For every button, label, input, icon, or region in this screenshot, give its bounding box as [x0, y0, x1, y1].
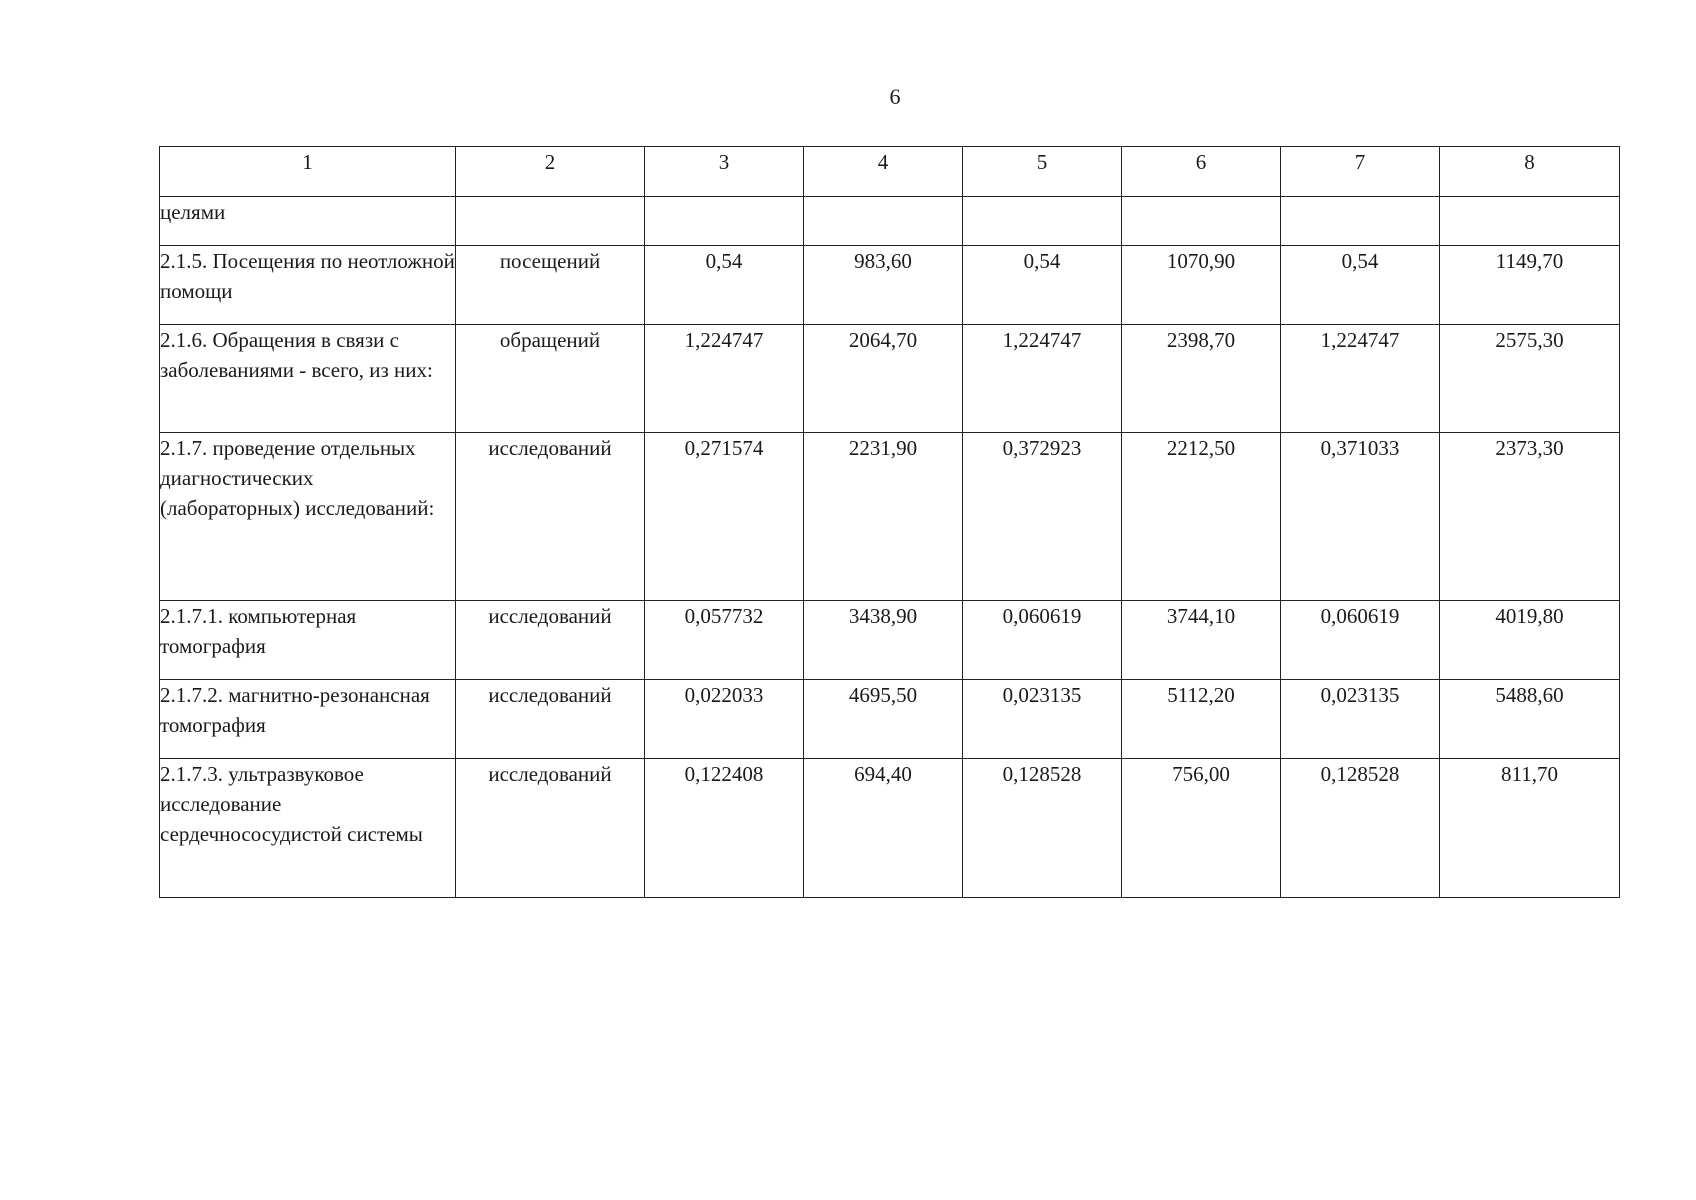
header-col-3: 3: [645, 147, 804, 197]
cell-col-3: [645, 197, 804, 246]
cell-col-5: 0,023135: [963, 680, 1122, 759]
cell-col-8: 2373,30: [1440, 433, 1620, 601]
cell-col-6: 2398,70: [1122, 325, 1281, 433]
cell-col-5: 1,224747: [963, 325, 1122, 433]
cell-col-3: 0,122408: [645, 759, 804, 898]
row-name: 2.1.7.2. магнитно-резонансная томография: [160, 680, 456, 759]
row-name: 2.1.7.3. ультразвуковое исследование сердечнососудистой системы: [160, 759, 456, 898]
cell-col-3: 1,224747: [645, 325, 804, 433]
header-col-6: 6: [1122, 147, 1281, 197]
row-name: целями: [160, 197, 456, 246]
row-name: 2.1.7. проведение отдельных диагностических (лабораторных) исследований:: [160, 433, 456, 601]
table-row: [160, 246, 1620, 325]
table-row: [160, 759, 1620, 898]
header-col-4: 4: [804, 147, 963, 197]
cell-col-6: 2212,50: [1122, 433, 1281, 601]
page-number: 6: [889, 84, 901, 109]
row-unit: обращений: [456, 325, 645, 433]
table-row: [160, 680, 1620, 759]
cell-col-7: [1281, 197, 1440, 246]
table-row: [160, 325, 1620, 433]
cell-col-8: [1440, 197, 1620, 246]
cell-col-5: 0,372923: [963, 433, 1122, 601]
row-unit: исследований: [456, 680, 645, 759]
header-col-2: 2: [456, 147, 645, 197]
header-col-7: 7: [1281, 147, 1440, 197]
cell-col-5: [963, 197, 1122, 246]
cell-col-6: 756,00: [1122, 759, 1281, 898]
row-unit: исследований: [456, 759, 645, 898]
cell-col-4: 2064,70: [804, 325, 963, 433]
cell-col-4: 694,40: [804, 759, 963, 898]
cell-col-8: 811,70: [1440, 759, 1620, 898]
cell-col-7: 0,371033: [1281, 433, 1440, 601]
cell-col-8: 2575,30: [1440, 325, 1620, 433]
row-unit: исследований: [456, 433, 645, 601]
cell-col-3: 0,022033: [645, 680, 804, 759]
cell-col-3: 0,271574: [645, 433, 804, 601]
cell-col-7: 0,54: [1281, 246, 1440, 325]
cell-col-5: 0,060619: [963, 601, 1122, 680]
cell-col-5: 0,128528: [963, 759, 1122, 898]
cell-col-7: 0,060619: [1281, 601, 1440, 680]
cell-col-3: 0,54: [645, 246, 804, 325]
table-row: [160, 433, 1620, 601]
cell-col-8: 4019,80: [1440, 601, 1620, 680]
row-unit: посещений: [456, 246, 645, 325]
cell-col-6: 3744,10: [1122, 601, 1281, 680]
header-col-1: 1: [160, 147, 456, 197]
cell-col-4: 3438,90: [804, 601, 963, 680]
table-row: [160, 197, 1620, 246]
cell-col-4: 2231,90: [804, 433, 963, 601]
cell-col-4: 4695,50: [804, 680, 963, 759]
header-row: [160, 147, 1620, 197]
cell-col-8: 1149,70: [1440, 246, 1620, 325]
cell-col-6: 5112,20: [1122, 680, 1281, 759]
row-unit: исследований: [456, 601, 645, 680]
row-name: 2.1.7.1. компьютерная томография: [160, 601, 456, 680]
cell-col-7: 0,023135: [1281, 680, 1440, 759]
cell-col-7: 1,224747: [1281, 325, 1440, 433]
row-unit: [456, 197, 645, 246]
cell-col-7: 0,128528: [1281, 759, 1440, 898]
cell-col-5: 0,54: [963, 246, 1122, 325]
cell-col-4: 983,60: [804, 246, 963, 325]
table-row: [160, 601, 1620, 680]
header-col-5: 5: [963, 147, 1122, 197]
cell-col-6: 1070,90: [1122, 246, 1281, 325]
data-table: [159, 146, 1620, 898]
row-name: 2.1.5. Посещения по неотложной помощи: [160, 246, 456, 325]
cell-col-4: [804, 197, 963, 246]
row-name: 2.1.6. Обращения в связи с заболеваниями - всего, из них:: [160, 325, 456, 433]
cell-col-6: [1122, 197, 1281, 246]
cell-col-3: 0,057732: [645, 601, 804, 680]
cell-col-8: 5488,60: [1440, 680, 1620, 759]
header-col-8: 8: [1440, 147, 1620, 197]
